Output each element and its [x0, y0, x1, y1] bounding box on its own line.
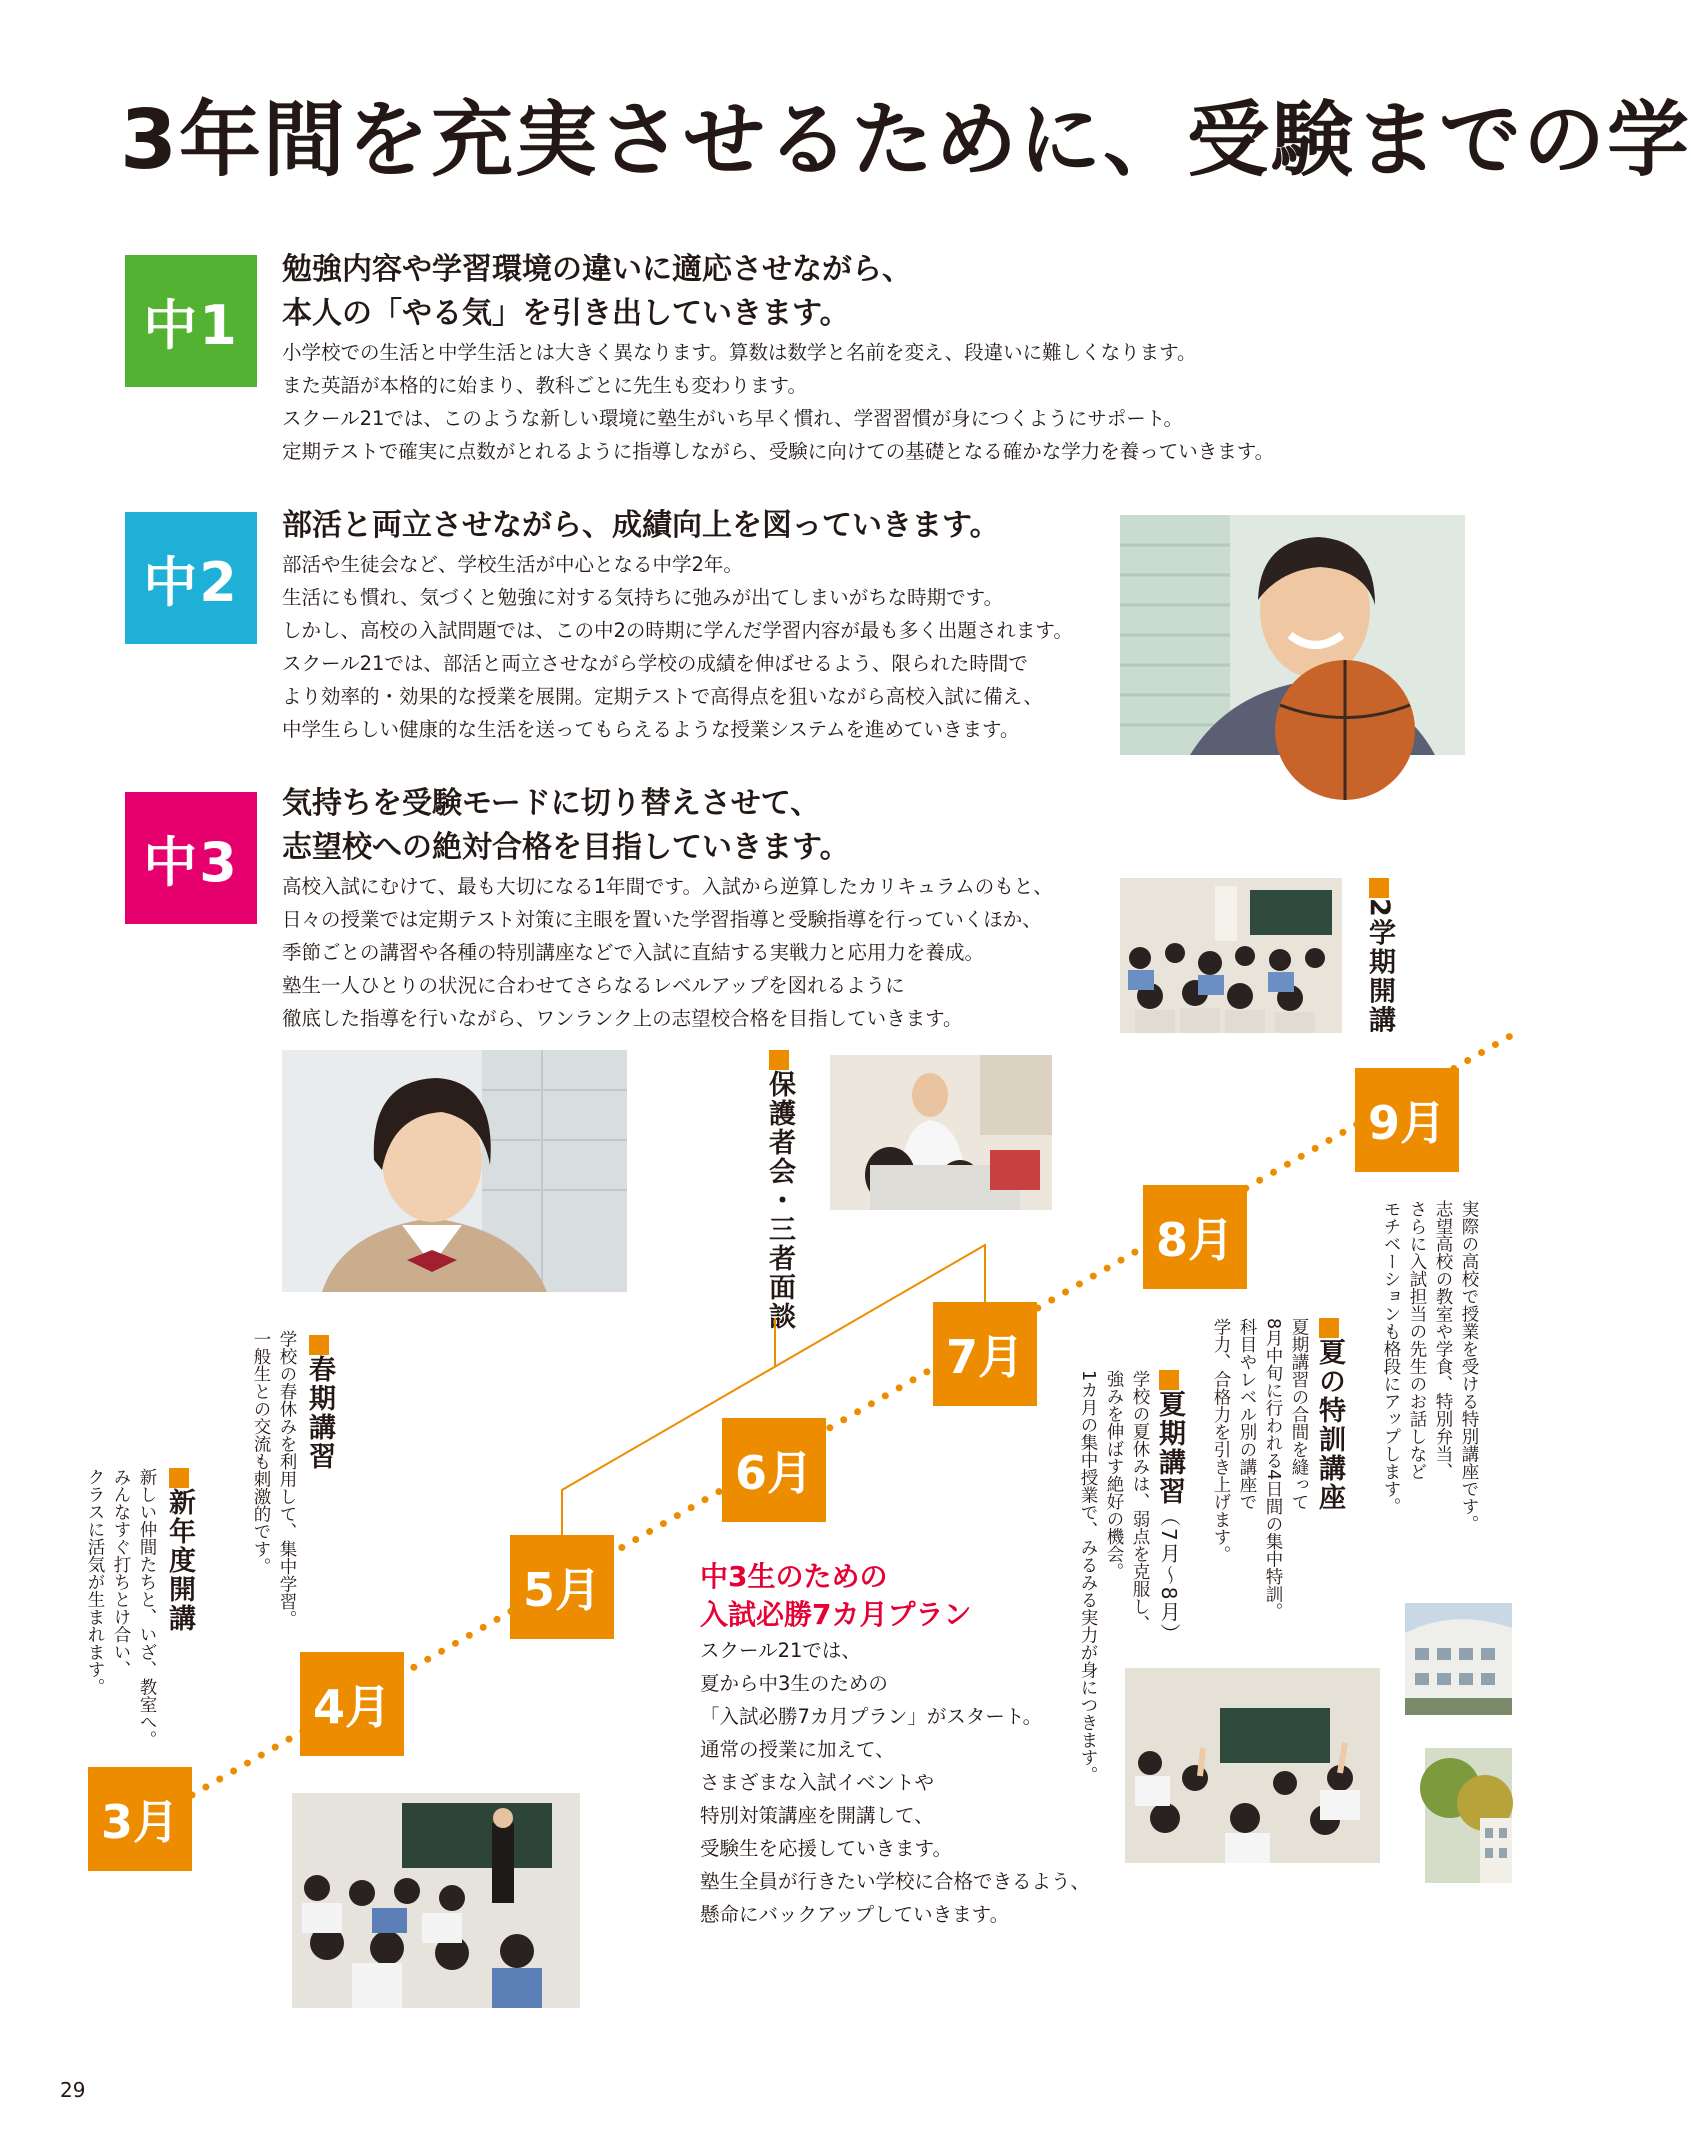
event-shinnendo-title	[160, 1468, 199, 1633]
event-shinnendo-line: 新しい仲間たちと、いざ、教室へ。	[137, 1468, 157, 1748]
bullet-square-icon	[1159, 1370, 1179, 1390]
event-shinnendo-line: みんなすぐ打ちとけ合い、	[111, 1468, 131, 1678]
grade-3-body-line: 季節ごとの講習や各種の特別講座などで入試に直結する実戦力と応用力を養成。	[282, 941, 985, 964]
grade-1-title-line: 勉強内容や学習環境の違いに適応させながら、	[282, 252, 912, 287]
bullet-square-icon	[1319, 1318, 1339, 1338]
event-kaki-title-text: 夏期講習	[1154, 1390, 1185, 1506]
event-natsu-tokkun-line: 科目やレベル別の講座で	[1237, 1318, 1257, 1511]
event-shunki-title-text: 春期講習	[304, 1355, 335, 1471]
month-box-4: 4月	[300, 1652, 404, 1756]
event-natsu-tokkun-title	[1310, 1318, 1349, 1512]
month-box-9: 9月	[1355, 1068, 1459, 1172]
grade-2-body-line: 中学生らしい健康的な生活を送ってもらえるような授業システムを進めていきます。	[282, 718, 1020, 741]
grade-1-body-line: また英語が本格的に始まり、教科ごとに先生も変わります。	[282, 374, 807, 397]
grade-3-title-line: 気持ちを受験モードに切り替えさせて、	[282, 786, 821, 821]
grade-1-body-line: スクール21では、このような新しい環境に塾生がいち早く慣れ、学習習慣が身につくようにサポート。	[282, 407, 1183, 430]
event-shinnendo-line: クラスに活気が生まれます。	[85, 1468, 105, 1696]
grade-2-body-line: より効率的・効果的な授業を展開。定期テストで高得点を狙いながら高校入試に備え、	[282, 685, 1043, 708]
grade-2-title-line: 部活と両立させながら、成績向上を図っていきます。	[282, 508, 1000, 543]
plan-body-line: 懸命にバックアップしていきます。	[700, 1903, 1010, 1926]
grade-3-body-line: 徹底した指導を行いながら、ワンランク上の志望校合格を目指していきます。	[282, 1007, 963, 1030]
plan-title-line: 入試必勝7カ月プラン	[700, 1598, 972, 1631]
event-shinnendo-title-text: 新年度開講	[164, 1488, 195, 1633]
plan-body-line: 特別対策講座を開講して、	[700, 1804, 934, 1827]
event-nigakki-title-text: 2学期開講	[1364, 898, 1395, 1035]
event-natsu-tokkun-text	[1208, 1318, 1312, 1620]
school-building-photo	[1405, 1603, 1512, 1715]
plan-body-line: スクール21では、	[700, 1639, 861, 1662]
month-box-5: 5月	[510, 1535, 614, 1639]
plan-section	[700, 1558, 1090, 1931]
plan-body-line: 「入試必勝7カ月プラン」がスタート。	[700, 1705, 1043, 1728]
month-box-6: 6月	[722, 1418, 826, 1522]
grade-badge-1: 中1	[125, 255, 257, 387]
campus-trees-photo	[1425, 1748, 1512, 1883]
classroom-photo-bottom	[292, 1793, 580, 2008]
grade-1-title-line: 本人の「やる気」を引き出していきます。	[282, 296, 850, 331]
event-hogosha-title-text: 保護者会・三者面談	[764, 1070, 795, 1331]
event-shunki-line: 一般生との交流も刺激的です。	[251, 1330, 271, 1575]
event-tokubetsu-line: さらに入試担当の先生のお話しなど	[1407, 1200, 1427, 1480]
plan-body-line: 通常の授業に加えて、	[700, 1738, 895, 1761]
event-shunki-text	[248, 1330, 300, 1628]
plan-title-line: 中3生のための	[700, 1560, 888, 1593]
event-shunki-line: 学校の春休みを利用して、集中学習。	[277, 1330, 297, 1628]
event-shunki-title	[300, 1335, 339, 1471]
month-box-8: 8月	[1143, 1185, 1247, 1289]
event-kaki-line: 学校の夏休みは、弱点を克服し、	[1130, 1370, 1150, 1633]
grade-badge-3: 中3	[125, 792, 257, 924]
grade-3-title-line: 志望校への絶対合格を目指していきます。	[282, 830, 850, 865]
event-kaki-line: 強みを伸ばす絶好の機会。	[1104, 1370, 1124, 1580]
event-tokubetsu-line: 実際の高校で授業を受ける特別講座です。	[1459, 1200, 1479, 1533]
page-headline: 3年間を充実させるために、受験までの学	[120, 93, 1691, 188]
grade-2-body-line: スクール21では、部活と両立させながら学校の成績を伸ばせるよう、限られた時間で	[282, 652, 1028, 675]
grade-badge-2: 中2	[125, 512, 257, 644]
event-tokubetsu-line: モチベーションも格段にアップします。	[1381, 1200, 1401, 1515]
event-natsu-tokkun-title-text: 夏の特訓講座	[1314, 1338, 1345, 1512]
grade-3-body-line: 高校入試にむけて、最も大切になる1年間です。入試から逆算したカリキュラムのもと、	[282, 875, 1053, 898]
event-natsu-tokkun-line: 夏期講習の合間を縫って	[1289, 1318, 1309, 1511]
month-box-3: 3月	[88, 1767, 192, 1871]
grade-2-body-line: しかし、高校の入試問題では、この中2の時期に学んだ学習内容が最も多く出題されます。	[282, 619, 1073, 642]
event-natsu-tokkun-line: 8月中旬に行われる4日間の集中特訓。	[1263, 1318, 1283, 1621]
bullet-square-icon	[309, 1335, 329, 1355]
month-box-7: 7月	[933, 1302, 1037, 1406]
grade-2-body-line: 生活にも慣れ、気づくと勉強に対する気持ちに弛みが出てしまいがちな時期です。	[282, 586, 1004, 609]
plan-body-line: 塾生全員が行きたい学校に合格できるよう、	[700, 1870, 1091, 1893]
grade-3-body-line: 塾生一人ひとりの状況に合わせてさらなるレベルアップを図れるように	[282, 974, 905, 997]
event-kaki-title	[1150, 1370, 1189, 1645]
grade-2-body-line: 部活や生徒会など、学校生活が中心となる中学2年。	[282, 553, 743, 576]
classroom-photo-summer	[1125, 1668, 1380, 1863]
plan-body-line: さまざまな入試イベントや	[700, 1771, 935, 1794]
event-kaki-subtitle: （7月〜8月）	[1157, 1506, 1181, 1646]
grade-3-body-line: 日々の授業では定期テスト対策に主眼を置いた学習指導と受験指導を行っていくほか、	[282, 908, 1042, 931]
grade-1-body-line: 定期テストで確実に点数がとれるように指導しながら、受験に向けての基礎となる確かな学力を養っていきます。	[282, 440, 1275, 463]
event-tokubetsu-line: 志望高校の教室や学食、特別弁当、	[1433, 1200, 1453, 1480]
event-kaki-line: 1カ月の集中授業で、みるみる実力が身につきます。	[1078, 1370, 1098, 1784]
grade-1-body-line: 小学校での生活と中学生活とは大きく異なります。算数は数学と名前を変え、段違いに難しくなります。	[282, 341, 1197, 364]
bullet-square-icon	[169, 1468, 189, 1488]
plan-body-line: 受験生を応援していきます。	[700, 1837, 952, 1860]
page-number: 29	[60, 2078, 86, 2102]
event-shinnendo-text	[82, 1468, 160, 1748]
plan-body-line: 夏から中3生のための	[700, 1672, 888, 1695]
event-natsu-tokkun-line: 学力、合格力を引き上げます。	[1211, 1318, 1231, 1563]
